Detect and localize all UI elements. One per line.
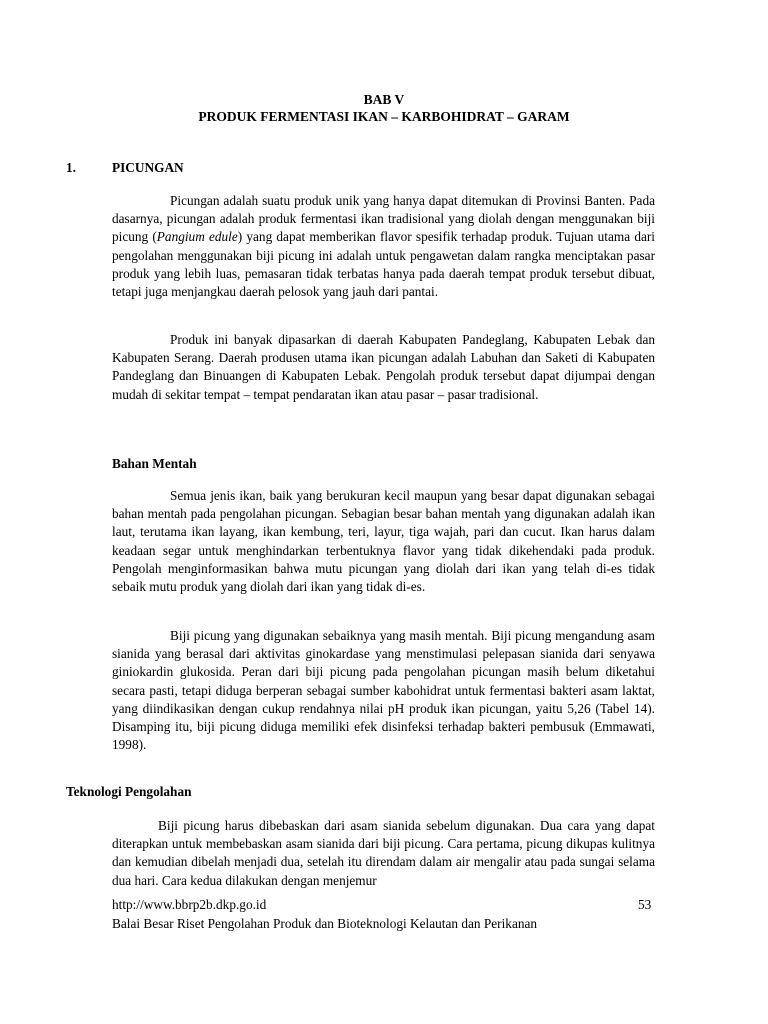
paragraph-text: Semua jenis ikan, baik yang berukuran kecil maupun yang besar dapat digunakan sebagai bahan mentah pada pengolahan picungan. Sebagian besar bahan mentah yang digunakan adalah ikan laut, terutama ikan layang, ikan kembung, teri, layur, tiga wajah, pari dan cucut. Ikan harus dalam keadaan segar untuk menghindarkan terbentuknya flavor yang tidak dikehendaki pada produk. Pengolah menginformasikan bahwa mutu picungan yang diolah dari ikan yang telah di-es tidak sebaik mutu produk yang diolah dari ikan yang tidak di-es. bbox=[112, 488, 655, 595]
paragraph-text: Produk ini banyak dipasarkan di daerah Kabupaten Pandeglang, Kabupaten Lebak dan Kabupaten Serang. Daerah produsen utama ikan picungan adalah Labuhan dan Saketi di Kabupaten Pandeglang dan Binuangen di Kabupaten Lebak. Pengolah produk tersebut dapat dijumpai dengan mudah di sekitar tempat – tempat pendaratan ikan atau pasar – pasar tradisional. bbox=[112, 332, 655, 402]
species-name: Pangium edule bbox=[156, 229, 238, 245]
subsection-title-bahan: Bahan Mentah bbox=[112, 456, 197, 471]
paragraph-text: Biji picung harus dibebaskan dari asam sianida sebelum digunakan. Dua cara yang dapat diterapkan untuk membebaskan asam sianida dari biji picung. Cara pertama, picung dikupas kulitnya dan kemudian dibelah menjadi dua, setelah itu direndam dalam air mengalir atau pada sungai selama dua hari. Cara kedua dilakukan dengan menjemur bbox=[112, 818, 655, 888]
paragraph-bahan-picung bbox=[112, 627, 655, 754]
section-title: PICUNGAN bbox=[112, 160, 184, 175]
chapter-title: PRODUK FERMENTASI IKAN – KARBOHIDRAT – GARAM bbox=[198, 109, 570, 124]
paragraph-text: ) yang dapat memberikan flavor spesifik terhadap produk. Tujuan utama dari pengolahan menggunakan biji picung ini adalah untuk pengawetan dalam rangka menciptakan pasar produk yang lebih luas, pemasaran tidak terbatas hanya pada daerah tempat produk tersebut dibuat, tetapi juga menjangkau daerah pelosok yang jauh dari pantai. bbox=[112, 229, 655, 300]
paragraph-text: Picungan adalah suatu produk unik yang hanya dapat ditemukan di Provinsi Banten. Pada dasarnya, picungan adalah produk fermentasi ikan tradisional yang diolah dengan menggunakan biji picung ( bbox=[112, 193, 655, 245]
section-number: 1. bbox=[66, 160, 76, 175]
paragraph-bahan-fish bbox=[112, 487, 655, 596]
paragraph-teknologi bbox=[112, 817, 655, 890]
footer-url: http://www.bbrp2b.dkp.go.id bbox=[112, 897, 267, 912]
paragraph-picungan-market bbox=[112, 331, 655, 404]
paragraph-text: Biji picung yang digunakan sebaiknya yang masih mentah. Biji picung mengandung asam sianida yang berasal dari aktivitas ginokardase yang menstimulasi pelepasan sianida dari senyawa giniokardin glukosida. Peran dari biji picung pada pengolahan picungan masih belum diketahui secara pasti, tetapi diduga berperan sebagai sumber kabohidrat untuk fermentasi bakteri asam laktat, yang diindikasikan dengan cukup rendahnya nilai pH produk ikan picungan, yaitu 5,26 (Tabel 14). Disamping itu, biji picung diduga memiliki efek disinfeksi terhadap bakteri pembusuk (Emmawati, 1998). bbox=[112, 628, 655, 753]
subsection-title-teknologi: Teknologi Pengolahan bbox=[66, 784, 192, 799]
footer-institution: Balai Besar Riset Pengolahan Produk dan Bioteknologi Kelautan dan Perikanan bbox=[112, 916, 538, 931]
paragraph-picungan-intro bbox=[112, 192, 655, 301]
page-number: 53 bbox=[638, 897, 652, 912]
chapter-label: BAB V bbox=[363, 92, 405, 107]
